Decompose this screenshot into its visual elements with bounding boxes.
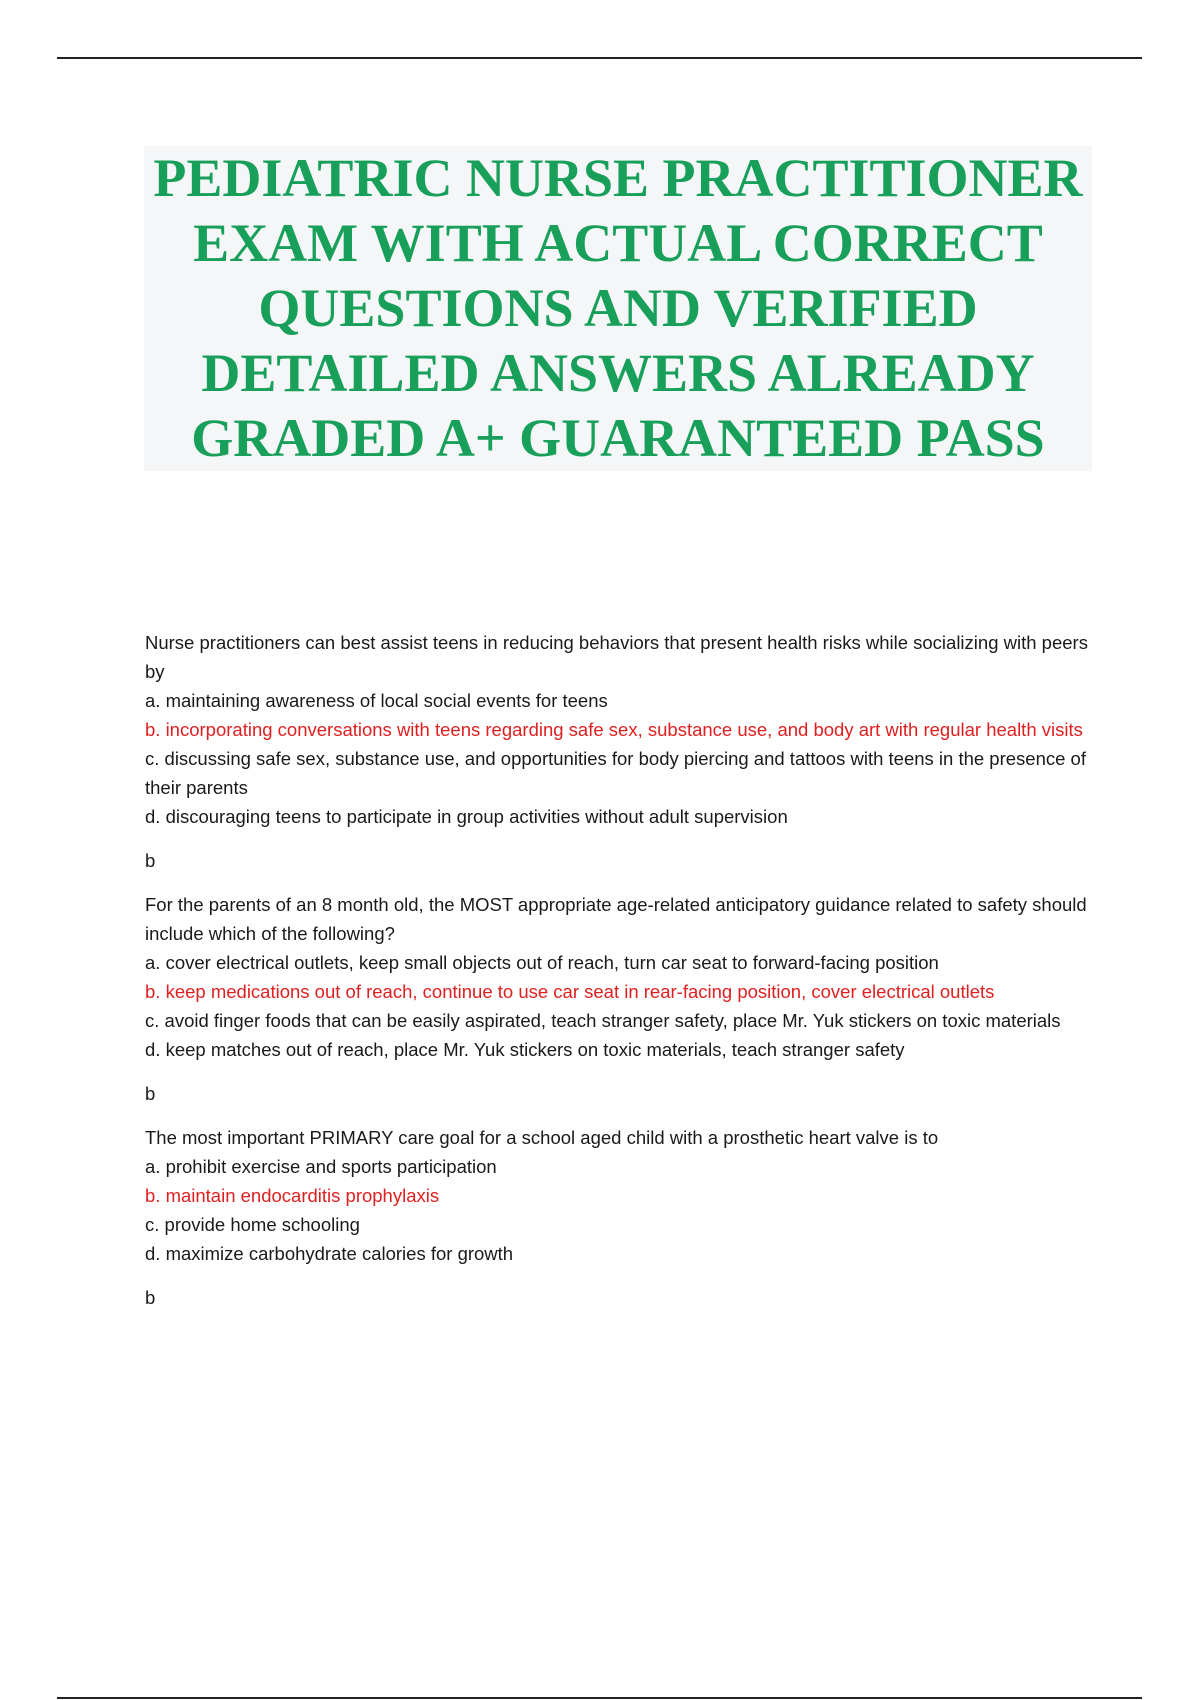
question-stem: The most important PRIMARY care goal for a school aged child with a prosthetic heart valve is to (145, 1127, 939, 1148)
title-line: EXAM WITH ACTUAL CORRECT (193, 213, 1043, 273)
title-line: DETAILED ANSWERS ALREADY (201, 343, 1035, 403)
header-rule (57, 57, 1142, 59)
option-b-correct: b. incorporating conversations with teens regarding safe sex, substance use, and body art with regular health visits (145, 719, 1083, 740)
option-d: d. keep matches out of reach, place Mr. Yuk stickers on toxic materials, teach stranger safety (145, 1039, 905, 1060)
answer-key: b (145, 850, 156, 871)
answer-key: b (145, 1083, 156, 1104)
option-a: a. prohibit exercise and sports participation (145, 1156, 497, 1177)
option-b-correct: b. maintain endocarditis prophylaxis (145, 1185, 440, 1206)
title-banner (144, 146, 1092, 471)
question-block (145, 628, 1095, 875)
question-list (145, 628, 1095, 1327)
answer-key: b (145, 1287, 156, 1308)
option-c: c. discussing safe sex, substance use, and opportunities for body piercing and tattoos with teens in the presence of their parents (145, 748, 1086, 798)
document-title (153, 146, 1082, 471)
title-line: PEDIATRIC NURSE PRACTITIONER (153, 148, 1083, 208)
option-d: d. maximize carbohydrate calories for growth (145, 1243, 514, 1264)
title-line: GRADED A+ GUARANTEED PASS (191, 408, 1045, 468)
footer-rule (57, 1697, 1142, 1699)
question-block (145, 1123, 1095, 1312)
title-line: QUESTIONS AND VERIFIED (258, 278, 978, 338)
question-stem: Nurse practitioners can best assist teens in reducing behaviors that present health risks while socializing with peers by (145, 632, 1088, 682)
option-c: c. provide home schooling (145, 1214, 360, 1235)
question-stem: For the parents of an 8 month old, the MOST appropriate age-related anticipatory guidance related to safety should include which of the following? (145, 894, 1087, 944)
question-block (145, 890, 1095, 1108)
option-d: d. discouraging teens to participate in group activities without adult supervision (145, 806, 788, 827)
option-b-correct: b. keep medications out of reach, continue to use car seat in rear-facing position, cover electrical outlets (145, 981, 995, 1002)
option-a: a. maintaining awareness of local social events for teens (145, 690, 608, 711)
option-a: a. cover electrical outlets, keep small objects out of reach, turn car seat to forward-facing position (145, 952, 939, 973)
option-c: c. avoid finger foods that can be easily aspirated, teach stranger safety, place Mr. Yuk stickers on toxic materials (145, 1010, 1061, 1031)
